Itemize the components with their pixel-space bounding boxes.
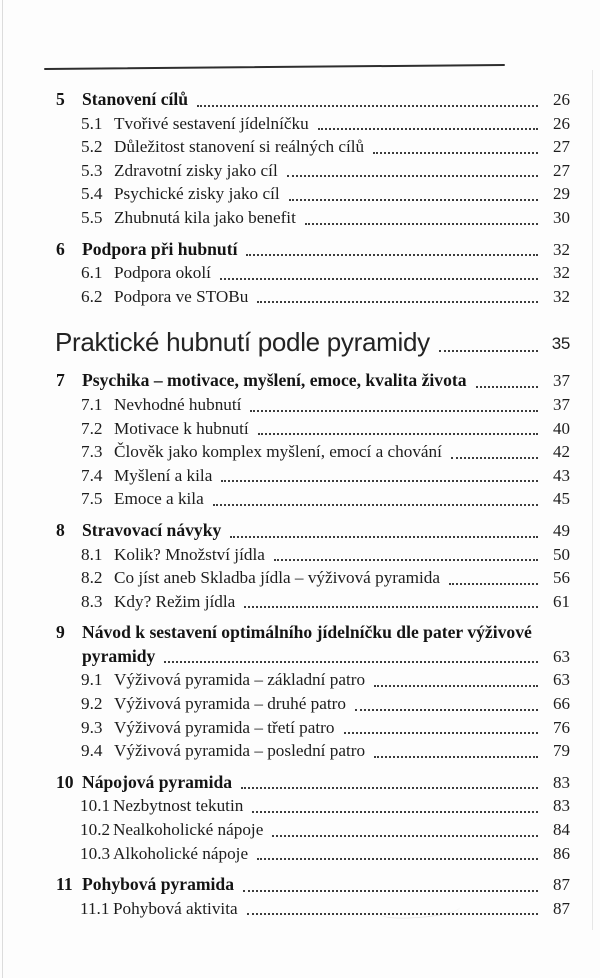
page-number: 83 [553,772,570,792]
dot-leader [258,433,538,435]
toc-item-9.1 [0,668,600,692]
toc-item-9.2 [0,692,600,716]
dot-leader [247,913,538,915]
dot-leader [449,583,538,585]
part-heading-title: Praktické hubnutí podle pyramidy [55,327,430,358]
entry-number: 9 [56,622,65,643]
page-number: 49 [553,520,570,540]
page-number: 27 [553,160,570,180]
dot-leader [244,606,538,608]
entry-title: Emoce a kila [114,489,204,509]
toc-item-7.5 [0,487,600,511]
toc-item-6.1 [0,261,600,285]
toc-item-8.3 [0,590,600,614]
toc-chapter-8 [0,519,600,543]
toc-chapter-10 [0,771,600,795]
toc-item-8.1 [0,543,600,567]
entry-number: 9.1 [81,670,103,690]
entry-title-continued: pyramidy [82,645,156,666]
entry-title: Výživová pyramida – druhé patro [114,694,346,714]
entry-number: 10.2 [80,820,111,840]
toc-item-9.4 [0,739,600,763]
toc-item-5.2 [0,135,600,159]
page-number: 37 [553,394,570,414]
dot-leader [355,709,538,711]
dot-leader [272,835,538,837]
page-number: 43 [553,465,570,485]
toc-item-7.4 [0,464,600,488]
entry-number: 5.5 [81,207,103,227]
page-number: 61 [553,591,570,611]
toc-item-5.5 [0,206,600,230]
toc-item-7.3 [0,440,600,464]
scan-artifact-top-line [44,64,505,70]
entry-number: 8.1 [81,544,103,564]
toc-item-8.2 [0,566,600,590]
dot-leader [257,301,538,303]
entry-title: Myšlení a kila [114,465,213,485]
entry-title: Pohybová aktivita [113,898,238,918]
entry-number: 9.2 [81,694,103,714]
toc-chapter-9 [0,621,600,645]
entry-title: Alkoholické nápoje [113,843,249,863]
entry-title: Podpora ve STOBu [114,286,249,306]
entry-title: Výživová pyramida – třetí patro [114,717,335,737]
dot-leader [246,254,538,256]
page-number: 32 [553,286,570,306]
dot-leader [221,480,538,482]
page-number: 42 [553,442,570,462]
dot-leader [451,457,538,459]
entry-number: 9.4 [81,741,103,761]
entry-number: 8.3 [81,591,103,611]
page-number: 83 [553,796,570,816]
entry-number: 6.2 [81,286,103,306]
entry-title: Podpora při hubnutí [82,238,238,259]
page-number: 87 [553,898,570,918]
dot-leader [287,175,538,177]
entry-number: 11.1 [80,898,110,918]
toc-item-7.2 [0,417,600,441]
page-number: 26 [553,90,570,109]
page-number: 32 [553,239,570,259]
page-number: 79 [553,741,570,761]
toc-item-10.1 [0,794,600,818]
toc-chapter-6 [0,238,600,262]
entry-title: Výživová pyramida – základní patro [114,670,366,690]
entry-title: Stanovení cílů [82,89,189,109]
dot-leader [213,504,538,506]
dot-leader [318,128,538,130]
entry-number: 5 [56,89,65,109]
page-number: 37 [553,371,570,391]
entry-title: Stravovací návyky [82,519,222,540]
toc-chapter-9-line2 [0,645,600,669]
entry-title: Nevhodné hubnutí [114,394,242,414]
entry-number: 7 [56,370,65,391]
toc-item-6.2 [0,285,600,309]
dot-leader [243,890,538,892]
dot-leader [289,199,538,201]
entry-number: 8.2 [81,568,103,588]
dot-leader [220,278,538,280]
page-number: 27 [553,137,570,157]
entry-title: Motivace k hubnutí [114,418,249,438]
entry-title: Psychické zisky jako cíl [114,184,280,204]
entry-number: 10.1 [80,796,111,816]
toc-item-7.1 [0,393,600,417]
entry-number: 11 [56,874,73,895]
dot-leader [257,858,538,860]
entry-title: Zhubnutá kila jako benefit [114,207,296,227]
dot-leader [373,152,538,154]
dot-leader [344,732,538,734]
entry-title: Výživová pyramida – poslední patro [114,741,366,761]
toc-item-9.3 [0,716,600,740]
entry-number: 7.2 [81,418,103,438]
dot-leader [230,536,538,538]
entry-title: Návod k sestavení optimálního jídelníčku dle pater výživové [82,622,532,643]
entry-title: Zdravotní zisky jako cíl [114,160,278,180]
entry-title: Nápojová pyramida [82,771,233,792]
dot-leader [197,105,538,107]
page-number: 32 [553,263,570,283]
toc-part-heading [0,325,600,360]
entry-title: Kolik? Množství jídla [114,544,265,564]
dot-leader [164,661,538,663]
dot-leader [241,787,538,789]
entry-number: 10 [56,771,74,792]
entry-number-spacer [56,645,82,669]
entry-number: 6.1 [81,263,103,283]
page-number: 45 [553,489,570,509]
page-number: 63 [553,646,570,666]
page-number: 56 [553,568,570,588]
entry-title: Podpora okolí [114,263,211,283]
entry-number: 10.3 [80,843,111,863]
entry-title: Nealkoholické nápoje [113,820,264,840]
page-number: 26 [553,113,570,133]
page-number: 66 [553,694,570,714]
toc-chapter-11 [0,873,600,897]
entry-number: 5.1 [81,113,103,133]
toc-item-5.4 [0,182,600,206]
entry-title: Tvořivé sestavení jídelníčku [114,113,309,133]
entry-title: Pohybová pyramida [82,874,235,895]
entry-number: 7.4 [81,465,103,485]
entry-number: 6 [56,238,65,259]
toc-item-10.3 [0,842,600,866]
dot-leader [439,350,538,352]
dot-leader [305,223,538,225]
entry-title: Člověk jako komplex myšlení, emocí a chování [114,442,442,462]
dot-leader [476,386,538,388]
toc-item-11.1 [0,897,600,921]
entry-title: Nezbytnost tekutin [113,796,244,816]
entry-number: 5.3 [81,160,103,180]
entry-title: Důležitost stanovení si reálných cílů [114,137,365,157]
entry-number: 7.5 [81,489,103,509]
entry-number: 7.1 [81,394,103,414]
dot-leader [374,685,538,687]
entry-number: 5.4 [81,184,103,204]
page-number: 30 [553,207,570,227]
entry-number: 9.3 [81,717,103,737]
page-number: 84 [553,820,570,840]
entry-number: 5.2 [81,137,103,157]
page-number: 63 [553,670,570,690]
page-number: 29 [553,184,570,204]
entry-number: 8 [56,519,65,540]
dot-leader [252,811,538,813]
entry-title: Psychika – motivace, myšlení, emoce, kvalita života [82,370,467,391]
page-number: 50 [553,544,570,564]
dot-leader [250,410,538,412]
toc-chapter-7 [0,369,600,393]
page-number: 86 [553,843,570,863]
dot-leader [374,756,538,758]
toc-chapter-5 [0,88,600,112]
page-number: 87 [553,875,570,895]
entry-title: Co jíst aneb Skladba jídla – výživová pyramida [114,568,441,588]
page-number: 40 [553,418,570,438]
page-number: 76 [553,717,570,737]
page-number: 35 [551,334,570,354]
entry-number: 7.3 [81,442,103,462]
toc-item-5.1 [0,112,600,136]
entry-title: Kdy? Režim jídla [114,591,236,611]
table-of-contents [0,88,600,920]
toc-item-5.3 [0,159,600,183]
dot-leader [274,559,538,561]
toc-item-10.2 [0,818,600,842]
